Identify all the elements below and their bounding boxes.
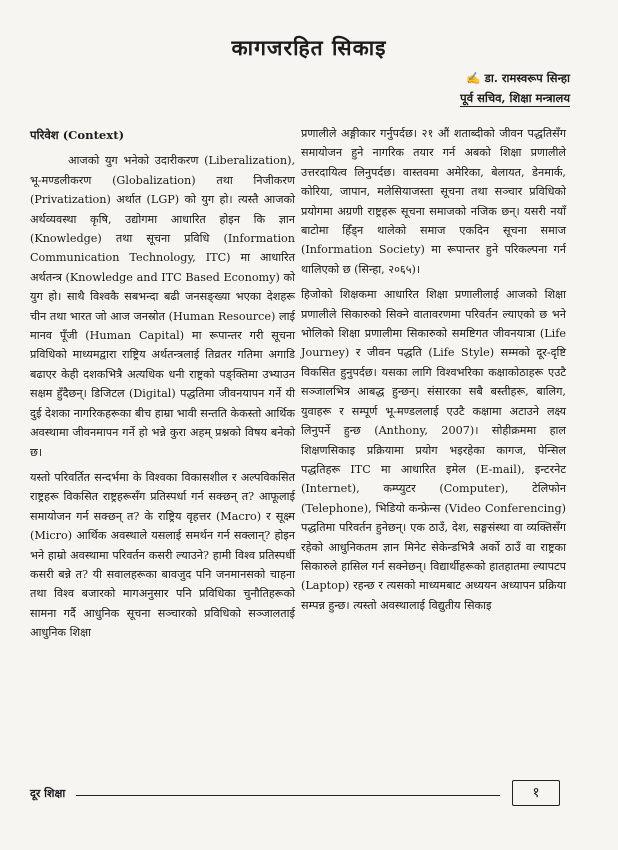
right-column	[301, 124, 566, 621]
author-role: पूर्व सचिव, शिक्षा मन्त्रालय	[460, 91, 570, 105]
paragraph: आजको युग भनेको उदारीकरण (Liberalization), भू-मण्डलीकरण (Globalization) तथा निजीकरण (Privatization) अर्थात (LGP) को युग हो। त्यस्तै आजको अर्थव्यवस्था कृषि, उद्योगमा आधारित होइन कि ज्ञान (Knowledge) तथा सूचना प्रविधि (Information Communication Technology, ITC) मा आधारित अर्थतन्त्र (Knowledge and ITC Based Economy) को युग हो। साथै विश्वकै सबभन्दा बढी जनसङ्ख्या भएका देशहरू चीन तथा भारत जो आज जनस्रोत (Human Resource) लाई मानव पूँजी (Human Capital) मा रूपान्तर गरी सूचना प्रविधिको माध्यमद्वारा राष्ट्रिय अर्थतन्त्रलाई तिव्रतर गतिमा अगाडि बढाएर केही दशकभित्रै अत्यधिक धनी राष्ट्रको पङ्क्तिमा उभ्याउन सक्षम हुँदैछन्। डिजिटल (Digital) पद्धतिमा जीवनयापन गर्ने यी दुई देशका नागरिकहरूका बीच हाम्रा भावी सन्तति केकस्तो आर्थिक अवस्थामा जीवनमापन गर्ने हो भन्ने कुरा अहम् प्रश्नको विषय बनेको छ।	[30, 154, 295, 459]
page-number: १	[512, 780, 560, 806]
paragraph: हिजोको शिक्षकमा आधारित शिक्षा प्रणालीलाई आजको शिक्षा प्रणालीले सिकारुको सिक्ने वातावरणमा परिवर्तन ल्याएको छ भने भोलिको शिक्षा प्रणालीमा सिकारुको समष्टिगत जीवनयात्रा (Life Journey) र जीवन पद्धति (Life Style) सम्मको दूर-दृष्टि विकसित हुनुपर्दछ। यसका लागि विश्वभरिका कक्षाकोठाहरू एउटै सञ्जालभित्र आबद्ध हुन्छन्। संसारका सबै बस्तीहरू, बालिग, युवाहरू र सम्पूर्ण भू-मण्डललाई एउटै कक्षामा अटाउने लक्ष्य लिनुपर्ने हुन्छ (Anthony, 2007)। सोहीक्रममा हाल शिक्षणसिकाइ प्रक्रियामा प्रयोग भइरहेका कागज, पेन्सिल पद्धतिहरू ITC मा आधारित इमेल (E-mail), इन्टरनेट (Internet), कम्प्युटर (Computer), टेलिफोन (Telephone), भिडियो कन्फ्रेन्स (Video Conferencing) पद्धतिमा परिवर्तन हुनेछन्। एक ठाउँ, देश, सङ्घसंस्था वा व्यक्तिसँग रहेको आधुनिकतम ज्ञान मिनेट सेकेन्डभित्रै अर्को ठाउँ वा राष्ट्रका सिकारुले हासिल गर्न सक्नेछन्। विद्यार्थीहरूको हातहातमा ल्यापटप (Laptop) रहन्छ र त्यसको माध्यमबाट अध्ययन अध्यापन प्रक्रिया सम्पन्न हुन्छ। त्यस्तो अवस्थालाई विद्युतीय सिकाइ	[301, 288, 566, 612]
page-footer	[30, 786, 560, 804]
left-column	[30, 126, 295, 649]
footer-rule	[76, 795, 500, 796]
author-name: ✍ डा. रामस्वरूप सिन्हा	[466, 71, 570, 85]
footer-publication-name: दूर शिक्षा	[30, 787, 66, 800]
article-title: कागजरहित सिकाइ	[231, 35, 387, 60]
paragraph: प्रणालीले अङ्गीकार गर्नुपर्दछ। २१ औं शताब्दीको जीवन पद्धतिसँग समायोजन हुने नागरिक तयार गर्न अबको शिक्षा प्रणालीले उत्तरदायित्व लिनुपर्दछ। वास्तवमा अमेरिका, बेलायत, डेनमार्क, कोरिया, जापान, मलेसियाजस्ता सूचना तथा सञ्चार प्रविधिको प्रयोगमा अग्रणी राष्ट्रहरू सूचना समाजको नजिक छन्। यसरी नयाँ बाटोमा हिँड्न थालेको समाज एकदिन सूचना समाज (Information Society) मा रूपान्तर हुने परिकल्पना गर्न थालिएको छ (सिन्हा, २०६५)।	[301, 127, 566, 276]
author-block	[460, 68, 570, 108]
section-heading: परिवेश (Context)	[30, 128, 125, 142]
paragraph: यस्तो परिवर्तित सन्दर्भमा के विश्वका विकासशील र अल्पविकसित राष्ट्रहरू विकसित राष्ट्रहरूसँग प्रतिस्पर्धा गर्न सक्छन् त? आफूलाई समायोजन गर्न सक्छन् त? के राष्ट्रिय वृहत्तर (Macro) र सूक्ष्म (Micro) आर्थिक अवस्थाले यसलाई समर्थन गर्न सक्लान्? होइन भने हाम्रो अवस्थामा परिवर्तन कसरी ल्याउने? हामी विश्व प्रतिस्पर्धी कसरी बन्ने त? यी सवालहरूका बावजुद पनि जनमानसको चाहना तथा विश्व बजारको मागअनुसार पनि प्रविधिका चुनौतिहरूको सामना गर्दै आधुनिक सूचना सञ्चारको प्रविधिको सञ्जालताई आधुनिक शिक्षा	[30, 470, 295, 640]
